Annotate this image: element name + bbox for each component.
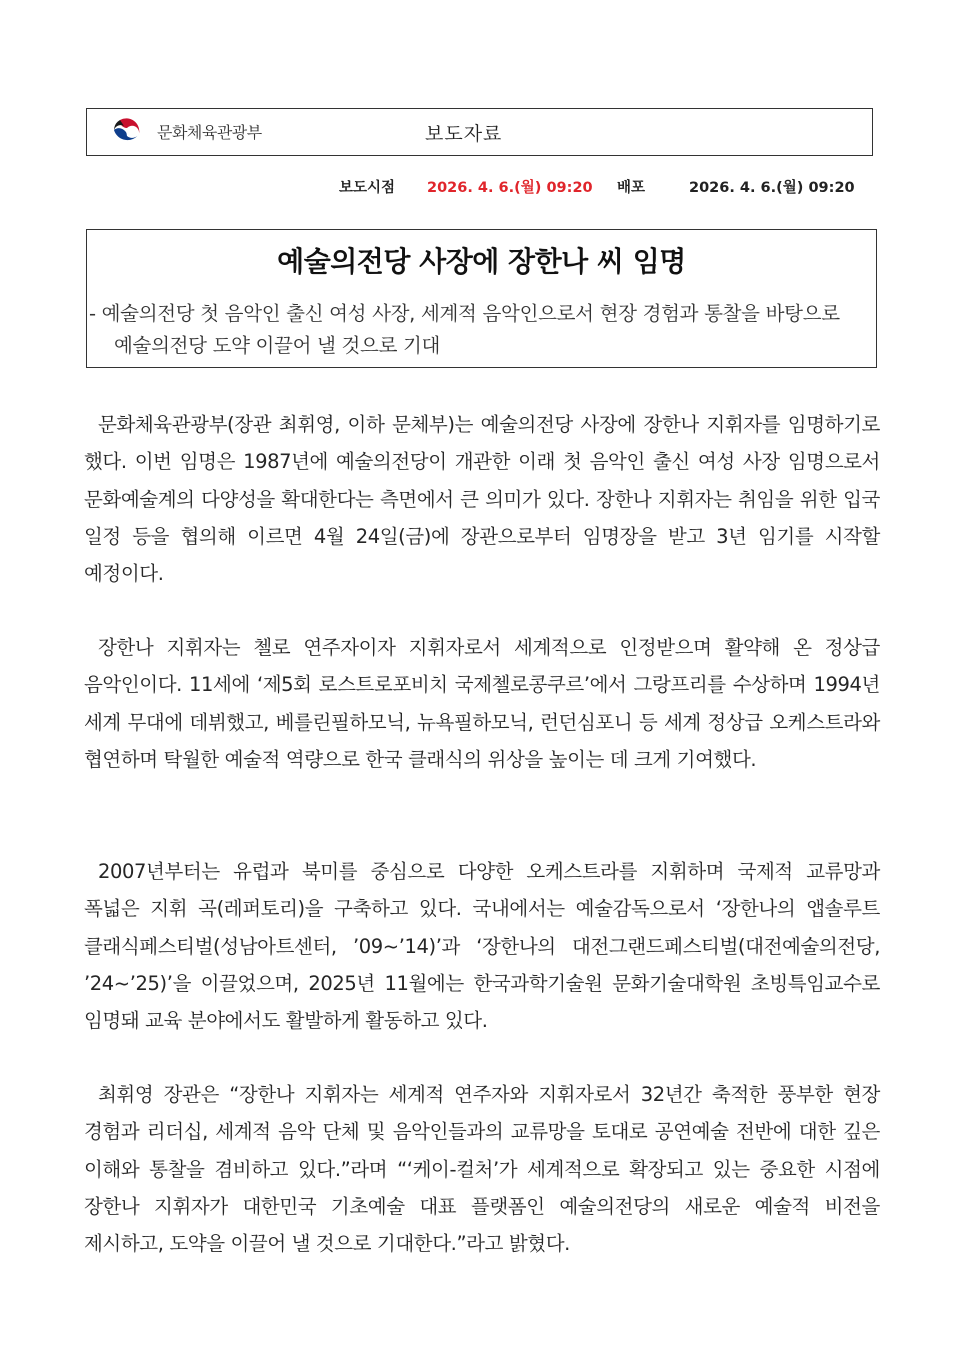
header-box	[86, 108, 873, 156]
document-type: 보도자료	[425, 123, 503, 145]
taegeuk-logo-icon	[109, 115, 143, 149]
body-paragraph-3: 2007년부터는 유럽과 북미를 중심으로 다양한 오케스트라를 지휘하며 국제적 교류망과 폭넓은 지휘 곡(레퍼토리)을 구축하고 있다. 국내에서는 예술감독으로서 ‘장한나의 앱솔루트 클래식페스티벌(성남아트센터, ’09~’14)’과 ‘장한나의 대전그랜드페스티벌(대전예술의전당, ’24~’25)’을 이끌었으며, 2025년 11월에는 한국과학기술원 문화기술대학원 초빙특임교수로 임명돼 교육 분야에서도 활발하게 활동하고 있다.	[84, 860, 880, 1033]
body-paragraph-4: 최휘영 장관은 “장한나 지휘자는 세계적 연주자와 지휘자로서 32년간 축적한 풍부한 현장 경험과 리더십, 세계적 음악 단체 및 음악인들과의 교류망을 토대로 공연예술 전반에 대한 깊은 이해와 통찰을 겸비하고 있다.”라며 “‘케이-컬처’가 세계적으로 확장되고 있는 중요한 시점에 장한나 지휘자가 대한민국 기초예술 대표 플랫폼인 예술의전당의 새로운 예술적 비전을 제시하고, 도약을 이끌어 낼 것으로 기대한다.”라고 밝혔다.	[84, 1083, 880, 1256]
embargo-label: 보도시점	[339, 180, 396, 196]
subtitle-line-1: - 예술의전당 첫 음악인 출신 여성 사장, 세계적 음악인으로서 현장 경험과 통찰을 바탕으로	[89, 302, 840, 325]
subtitle-line-2: 예술의전당 도약 이끌어 낼 것으로 기대	[114, 334, 441, 357]
embargo-value: 2026. 4. 6.(월) 09:20	[427, 180, 593, 196]
body-paragraph-1: 문화체육관광부(장관 최휘영, 이하 문체부)는 예술의전당 사장에 장한나 지휘자를 임명하기로 했다. 이번 임명은 1987년에 예술의전당이 개관한 이래 첫 음악인 출신 여성 사장 임명으로서 문화예술계의 다양성을 확대한다는 측면에서 큰 의미가 있다. 장한나 지휘자는 취임을 위한 입국 일정 등을 협의해 이르면 4월 24일(금)에 장관으로부터 임명장을 받고 3년 임기를 시작할 예정이다.	[84, 413, 880, 586]
title-box	[86, 229, 877, 368]
headline: 예술의전당 사장에 장한나 씨 임명	[277, 245, 686, 278]
ministry-name: 문화체육관광부	[157, 123, 262, 142]
distribution-value: 2026. 4. 6.(월) 09:20	[689, 180, 855, 196]
body-paragraph-2: 장한나 지휘자는 첼로 연주자이자 지휘자로서 세계적으로 인정받으며 활약해 온 정상급 음악인이다. 11세에 ‘제5회 로스트로포비치 국제첼로콩쿠르’에서 그랑프리를 수상하며 1994년 세계 무대에 데뷔했고, 베를린필하모닉, 뉴욕필하모닉, 런던심포니 등 세계 정상급 오케스트라와 협연하며 탁월한 예술적 역량으로 한국 클래식의 위상을 높이는 데 크게 기여했다.	[84, 636, 880, 771]
distribution-label: 배포	[617, 180, 646, 196]
